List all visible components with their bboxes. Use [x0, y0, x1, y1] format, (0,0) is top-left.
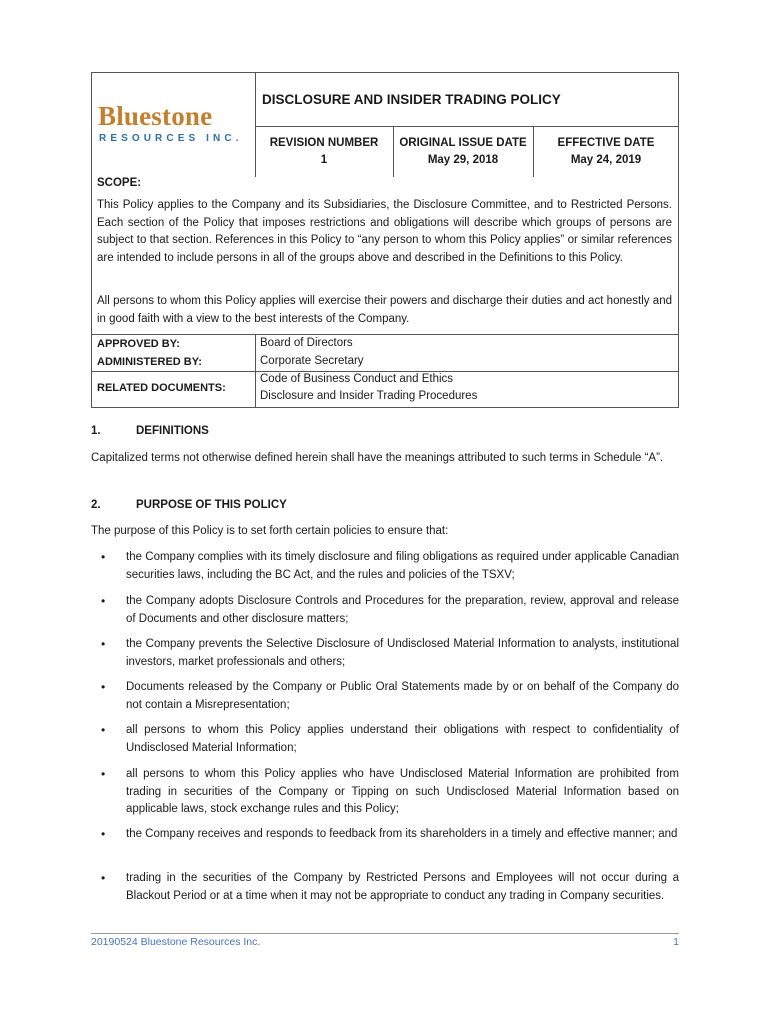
purpose-list-item-text: the Company complies with its timely disclosure and filing obligations as required under applicable Canadian securities laws, including the BC Act, and the rules and policies of the TSXV; — [126, 551, 679, 581]
effective-date-cell — [533, 135, 679, 169]
footer-document-id: 20190524 Bluestone Resources Inc. — [91, 936, 261, 948]
purpose-list-item-text: the Company receives and responds to feedback from its shareholders in a timely and effective manner; and — [126, 828, 678, 840]
scope-heading: SCOPE: — [97, 177, 142, 189]
effective-date-label: EFFECTIVE DATE — [557, 137, 655, 149]
logo-wordmark: Bluestone — [98, 101, 213, 131]
section-1-number: 1. — [91, 425, 101, 437]
document-title: DISCLOSURE AND INSIDER TRADING POLICY — [262, 92, 561, 107]
company-logo — [98, 101, 248, 151]
footer-rule — [91, 933, 679, 934]
bullet-point: • — [101, 871, 106, 885]
bullet-point: • — [101, 827, 106, 841]
related-documents-label: RELATED DOCUMENTS: — [97, 382, 226, 394]
administered-by-value: Corporate Secretary — [260, 355, 364, 367]
original-issue-date-cell — [393, 135, 533, 169]
policy-header-table — [91, 72, 679, 408]
related-document-1: Code of Business Conduct and Ethics — [260, 373, 454, 385]
section-2-intro: The purpose of this Policy is to set forth certain policies to ensure that: — [91, 525, 449, 537]
original-issue-date-value: May 29, 2018 — [427, 154, 499, 166]
bullet-point: • — [101, 594, 106, 608]
revision-number-value: 1 — [320, 154, 328, 166]
bullet-point: • — [101, 550, 106, 564]
purpose-list-item-text: trading in the securities of the Company by Restricted Persons and Employees will not occur during a Blackout Period or at a time when it may not be appropriate to conduct any trading in Company securities. — [126, 872, 679, 902]
bullet-point: • — [101, 637, 106, 651]
purpose-list-item-text: the Company prevents the Selective Disclosure of Undisclosed Material Information to analysts, institutional investors, market professionals and others; — [126, 638, 679, 668]
related-document-2: Disclosure and Insider Trading Procedures — [260, 390, 478, 402]
bullet-point: • — [101, 767, 106, 781]
administered-by-label: ADMINISTERED BY: — [97, 356, 202, 368]
purpose-list-item-text: all persons to whom this Policy applies who have Undisclosed Material Information are prohibited from trading in securities of the Company or Tipping on such Undisclosed Material Information based on applicable laws, stock exchange rules and this Policy; — [126, 768, 679, 815]
section-1-title: DEFINITIONS — [136, 425, 209, 437]
effective-date-value: May 24, 2019 — [570, 154, 642, 166]
bullet-point: • — [101, 723, 106, 737]
original-issue-date-label: ORIGINAL ISSUE DATE — [399, 137, 527, 149]
approved-by-label: APPROVED BY: — [97, 338, 180, 350]
bullet-point: • — [101, 680, 106, 694]
scope-paragraph-2: All persons to whom this Policy applies will exercise their powers and discharge their duties and act honestly and in good faith with a view to the best interests of the Company. — [97, 295, 672, 325]
approved-by-value: Board of Directors — [260, 337, 353, 349]
purpose-list-item-text: Documents released by the Company or Public Oral Statements made by or on behalf of the Company do not contain a Misrepresentation; — [126, 681, 679, 711]
section-2-title: PURPOSE OF THIS POLICY — [136, 499, 287, 511]
purpose-list-item-text: all persons to whom this Policy applies understand their obligations with respect to confidentiality of Undisclosed Material Information; — [126, 724, 679, 754]
page-number: 1 — [673, 936, 679, 948]
scope-paragraph-1: This Policy applies to the Company and its Subsidiaries, the Disclosure Committee, and to Restricted Persons. Each section of the Policy that imposes restrictions and obligations will describe which groups of persons are subject to that section. References in this Policy to “any person to whom this Policy applies” or similar references are intended to include persons in all of the groups above and described in the Definitions to this Policy. — [97, 199, 672, 264]
revision-number-cell — [255, 135, 393, 169]
logo-subtitle: RESOURCES INC. — [99, 133, 243, 144]
section-1-text: Capitalized terms not otherwise defined herein shall have the meanings attributed to such terms in Schedule “A”. — [91, 452, 664, 464]
purpose-list-item-text: the Company adopts Disclosure Controls and Procedures for the preparation, review, approval and release of Documents and other disclosure matters; — [126, 595, 679, 625]
revision-number-label: REVISION NUMBER — [269, 137, 379, 149]
section-2-number: 2. — [91, 499, 101, 511]
